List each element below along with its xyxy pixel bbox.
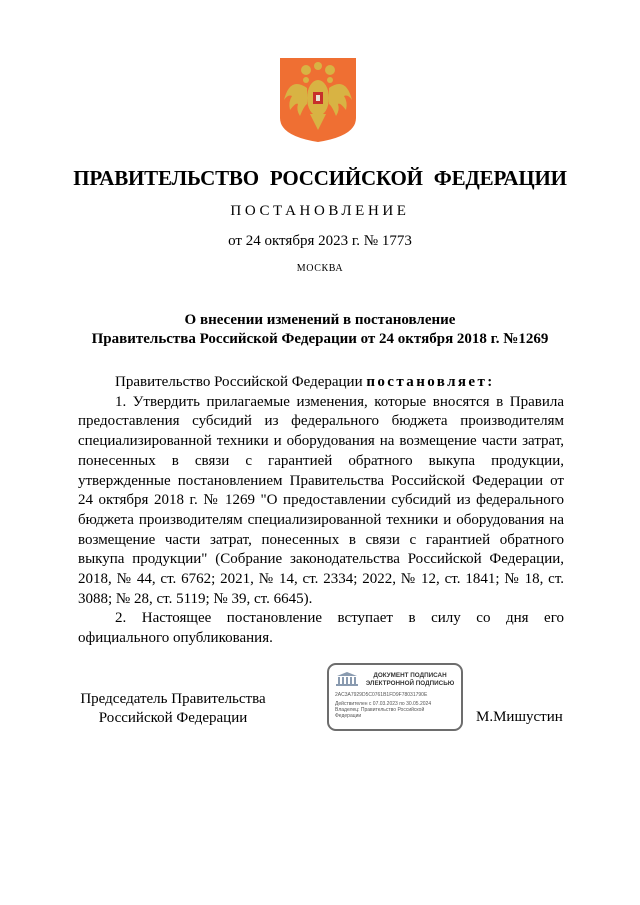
electronic-signature-stamp bbox=[327, 663, 463, 731]
coat-of-arms-emblem bbox=[276, 56, 360, 144]
government-title: ПРАВИТЕЛЬСТВО РОССИЙСКОЙ ФЕДЕРАЦИИ bbox=[73, 166, 567, 190]
preamble-subject: Правительство Российской Федерации bbox=[115, 374, 367, 390]
position-line-2: Российской Федерации bbox=[98, 710, 248, 726]
document-city: МОСКВА bbox=[296, 263, 344, 274]
clause-2: 2. Настоящее постановление вступает в силу со дня его официального опубликования. bbox=[78, 610, 564, 647]
document-subject bbox=[60, 311, 580, 349]
clause-1: 1. Утвердить прилагаемые изменения, которые вносятся в Правила предоставления субсидий из федерального бюджета производителям специализированной техники и оборудования на возмещение части затрат, понесенных в связи с гарантией обратного выкупа продукции, утвержденные постановлением Правительства Российской Федерации от 24 октября 2018 г. № 1269 "О предоставлении субсидий из федерального бюджета производителям специализированной техники и оборудования на возмещение части затрат, понесенных в связи с гарантией обратного выкупа продукции" (Собрание законодательства Российской Федерации, 2018, № 44, ст. 6762; 2021, № 14, ст. 2334; 2022, № 12, ст. 1841; № 18, ст. 3088; № 28, ст. 5119; № 39, ст. 6645). bbox=[78, 393, 564, 607]
signatory-name: М.Мишустин bbox=[476, 709, 563, 725]
stamp-validity: Действителен с 07.03.2023 по 30.05.2024 bbox=[335, 701, 432, 707]
subject-line-1: О внесении изменений в постановление bbox=[184, 312, 456, 328]
document-date-number: от 24 октября 2023 г. № 1773 bbox=[228, 233, 412, 249]
stamp-heading-line-2: ЭЛЕКТРОННОЙ ПОДПИСЬЮ bbox=[365, 680, 455, 687]
subject-line-2: Правительства Российской Федерации от 24 октября 2018 г. №1269 bbox=[91, 331, 549, 347]
preamble-verb: постановляет: bbox=[366, 374, 495, 390]
stamp-heading bbox=[361, 672, 459, 688]
stamp-owner: Владелец: Правительство Российской Федерации bbox=[335, 707, 425, 719]
stamp-heading-line-1: ДОКУМЕНТ ПОДПИСАН bbox=[373, 672, 447, 679]
document-body bbox=[78, 373, 564, 649]
signatory-position bbox=[74, 690, 272, 728]
preamble bbox=[78, 373, 564, 393]
document-type: ПОСТАНОВЛЕНИЕ bbox=[230, 203, 410, 219]
stamp-certificate: 2AC3A7929D5C0761B1FD9F78031790E bbox=[335, 692, 428, 698]
building-icon bbox=[335, 671, 359, 687]
position-line-1: Председатель Правительства bbox=[80, 691, 266, 707]
